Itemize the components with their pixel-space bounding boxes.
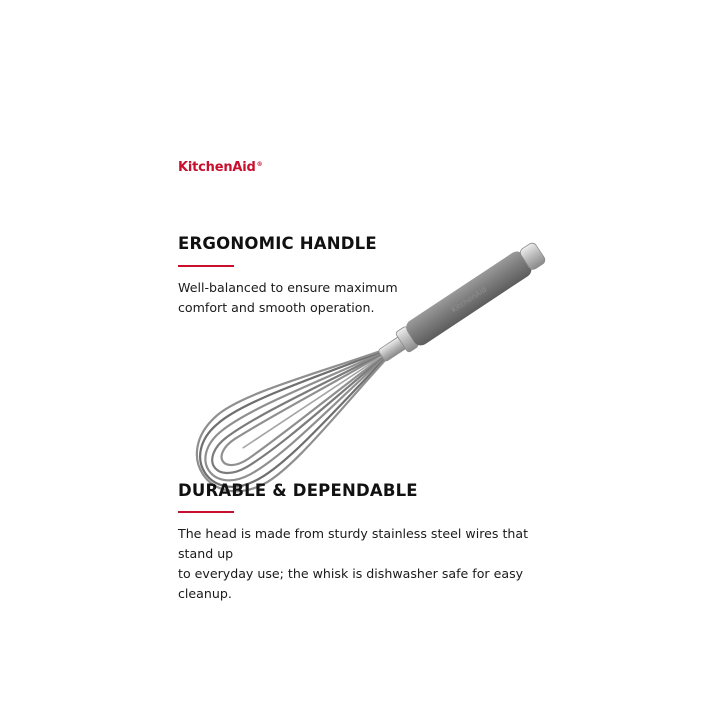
section-divider xyxy=(178,511,234,513)
whisk-wires xyxy=(180,309,423,509)
body-line: comfort and smooth operation. xyxy=(178,300,375,315)
body-line: The head is made from sturdy stainless steel wires that stand up xyxy=(178,526,529,561)
body-line: Well-balanced to ensure maximum xyxy=(178,280,398,295)
section-heading-ergonomic-handle: ERGONOMIC HANDLE xyxy=(178,234,377,253)
trademark-symbol: ® xyxy=(256,160,263,168)
body-line: to everyday use; the whisk is dishwasher safe for easy cleanup. xyxy=(178,566,524,601)
section-heading-durable-dependable: DURABLE & DEPENDABLE xyxy=(178,481,418,500)
section-divider xyxy=(178,265,234,267)
section-body-ergonomic-handle xyxy=(178,278,408,318)
handle-engraving: KitchenAid xyxy=(449,284,489,315)
section-body-durable-dependable xyxy=(178,524,558,604)
logo-text: KitchenAid xyxy=(178,160,256,175)
